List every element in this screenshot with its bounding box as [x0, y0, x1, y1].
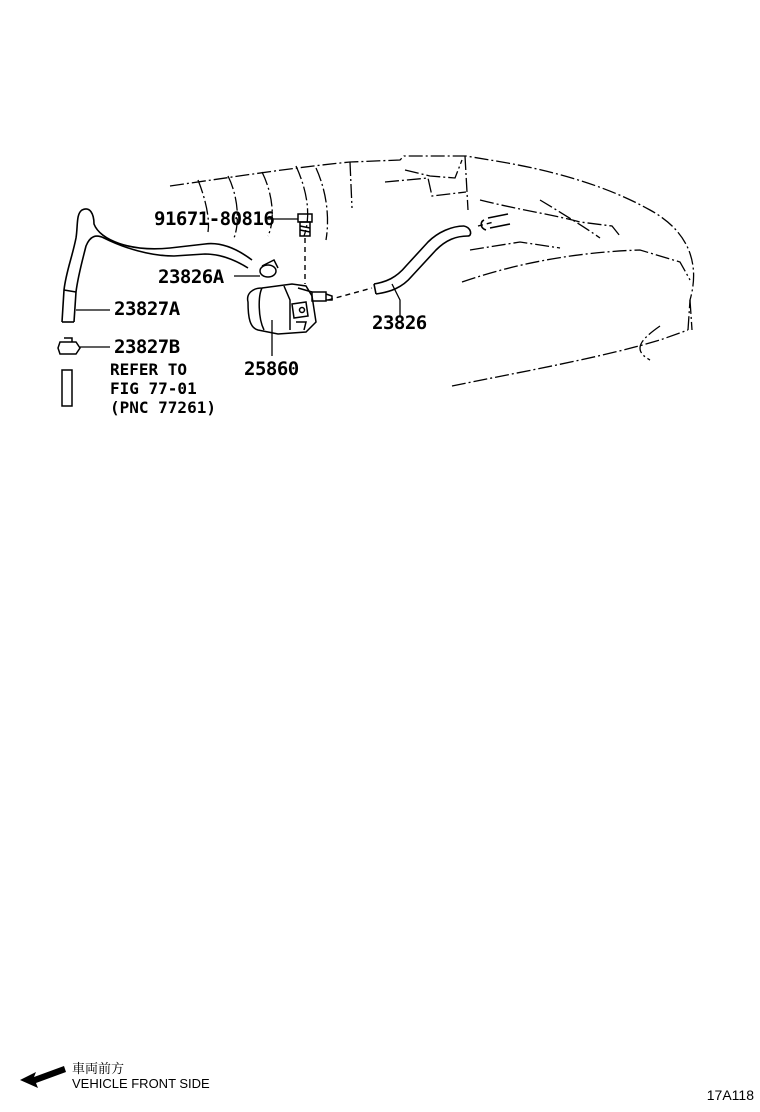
clamp-23827b	[58, 338, 80, 354]
callout-bolt: 91671-80816	[154, 208, 275, 230]
hose-23826	[374, 214, 510, 294]
callout-hose-a: 23827A	[114, 298, 180, 320]
refer-line-1: REFER TO	[110, 360, 188, 379]
refer-line-3: (PNC 77261)	[110, 398, 216, 417]
callout-clamp-b: 23827B	[114, 336, 180, 358]
straight-hose-refer	[62, 370, 72, 406]
intake-manifold-outline	[170, 156, 694, 386]
callout-hose: 23826	[372, 312, 427, 334]
vehicle-front-label-en: VEHICLE FRONT SIDE	[72, 1076, 210, 1091]
valve-25860	[248, 284, 332, 334]
vehicle-front-label-jp: 車両前方	[72, 1062, 125, 1077]
figure-id: 17A118	[706, 1087, 754, 1103]
refer-line-2: FIG 77-01	[110, 379, 197, 398]
dashed-guides	[305, 222, 494, 300]
clamp-23826a	[260, 260, 278, 277]
callout-valve: 25860	[244, 358, 299, 380]
front-arrow-icon	[20, 1066, 66, 1088]
refer-note	[110, 360, 216, 417]
callout-clamp-a: 23826A	[158, 266, 224, 288]
